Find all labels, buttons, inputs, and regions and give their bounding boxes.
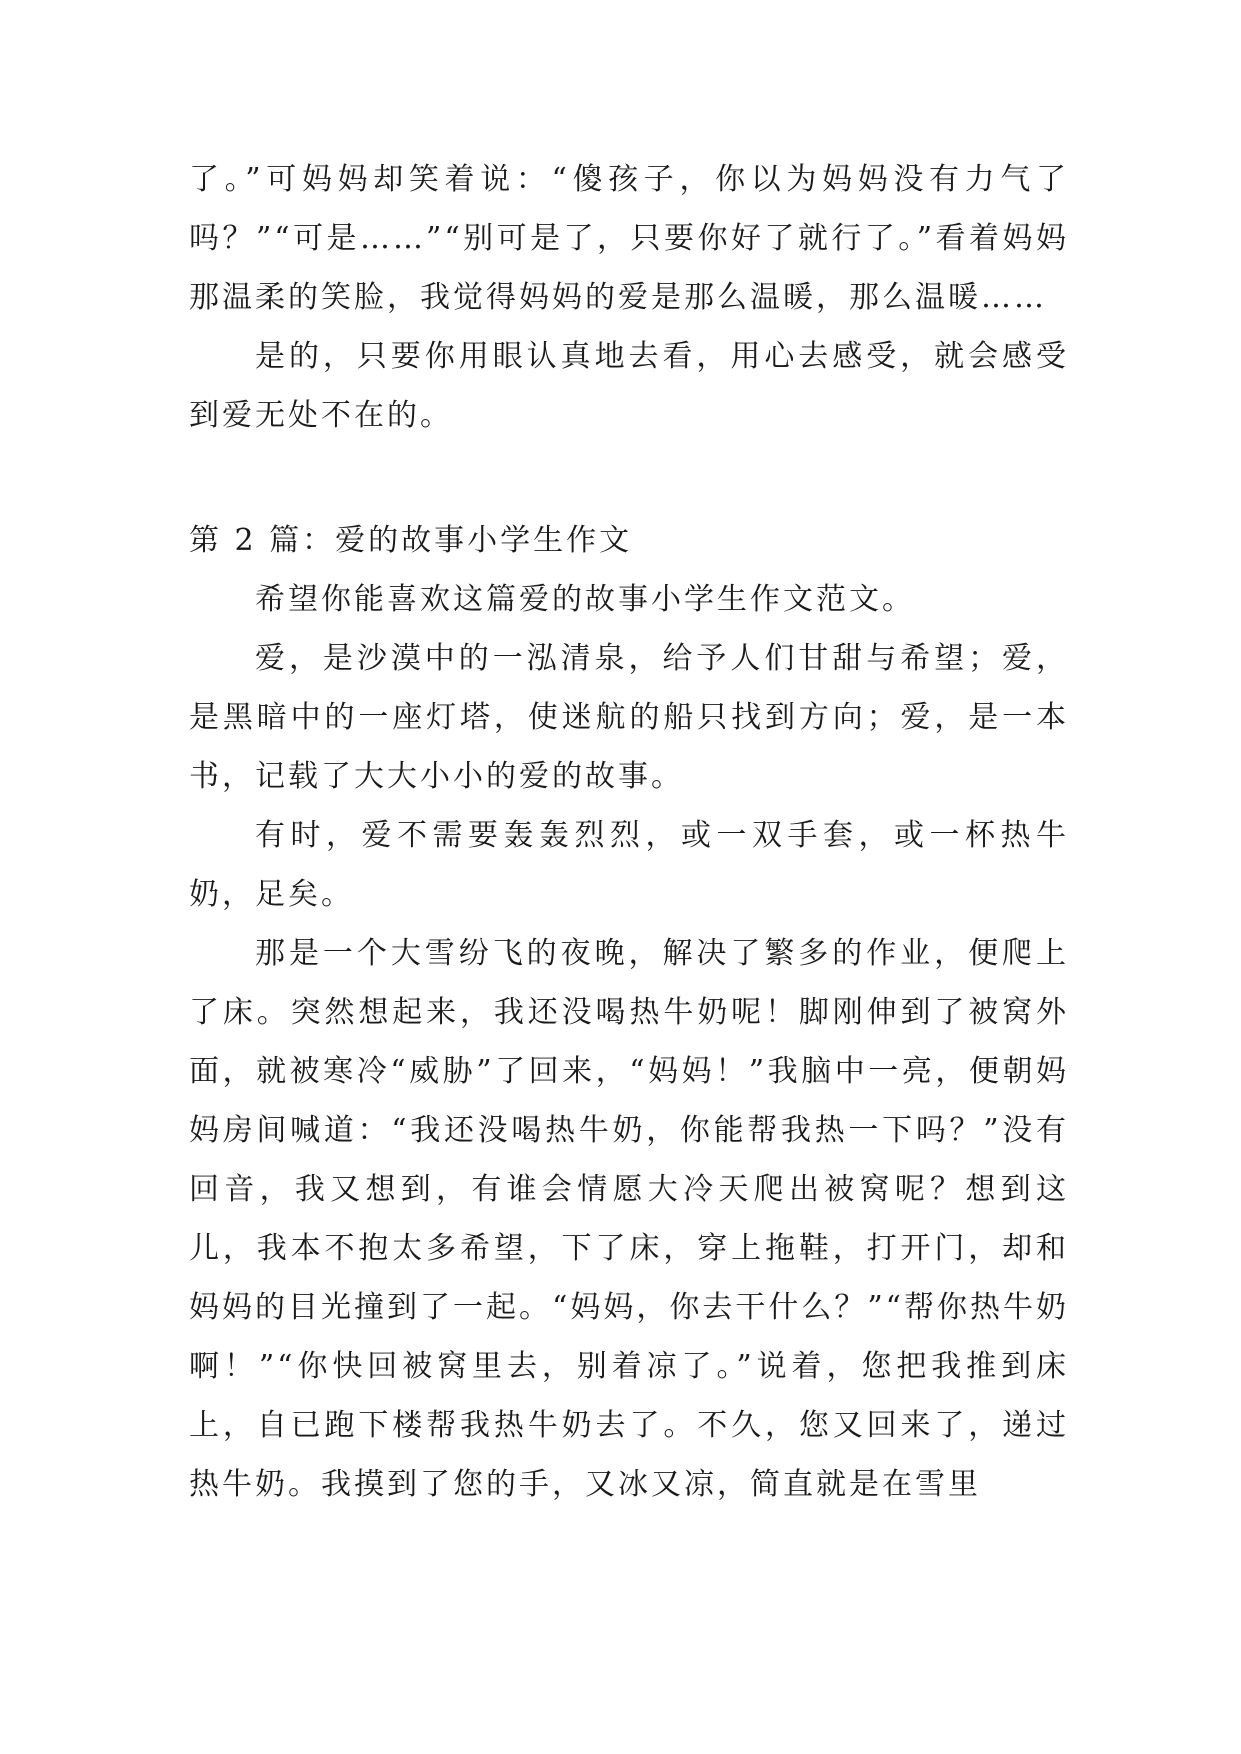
paragraph-love-metaphor: 爱，是沙漠中的一泓清泉，给予人们甘甜与希望；爱，是黑暗中的一座灯塔，使迷航的船只找到方向；爱，是一本书，记载了大大小小的爱的故事。 — [189, 641, 1069, 794]
essay-heading: 第 2 篇：爱的故事小学生作文 — [189, 523, 633, 558]
paragraph-conclusion: 是的，只要你用眼认真地去看，用心去感受，就会感受到爱无处不在的。 — [189, 339, 1069, 433]
paragraph-sometimes: 有时，爱不需要轰轰烈烈，或一双手套，或一杯热牛奶，足矣。 — [189, 818, 1069, 912]
paragraph-intro: 希望你能喜欢这篇爱的故事小学生作文范文。 — [255, 582, 915, 617]
paragraph-snowy-night: 那是一个大雪纷飞的夜晚，解决了繁多的作业，便爬上了床。突然想起来，我还没喝热牛奶呢！脚刚伸到了被窝外面，就被寒冷“威胁”了回来，“妈妈！”我脑中一亮，便朝妈妈房间喊道：“我还没喝热牛奶，你能帮我热一下吗？”没有回音，我又想到，有谁会情愿大冷天爬出被窝呢？想到这儿，我本不抱太多希望，下了床，穿上拖鞋，打开门，却和妈妈的目光撞到了一起。“妈妈，你去干什么？”“帮你热牛奶啊！”“你快回被窝里去，别着凉了。”说着，您把我推到床上，自已跑下楼帮我热牛奶去了。不久，您又回来了，递过热牛奶。我摸到了您的手，又冰又凉，简直就是在雪里 — [189, 936, 1070, 1502]
document-body — [189, 150, 1069, 1514]
paragraph-continued: 了。”可妈妈却笑着说：“傻孩子，你以为妈妈没有力气了吗？”“可是……”“别可是了，只要你好了就行了。”看着妈妈那温柔的笑脸，我觉得妈妈的爱是那么温暖，那么温暖…… — [189, 162, 1069, 315]
